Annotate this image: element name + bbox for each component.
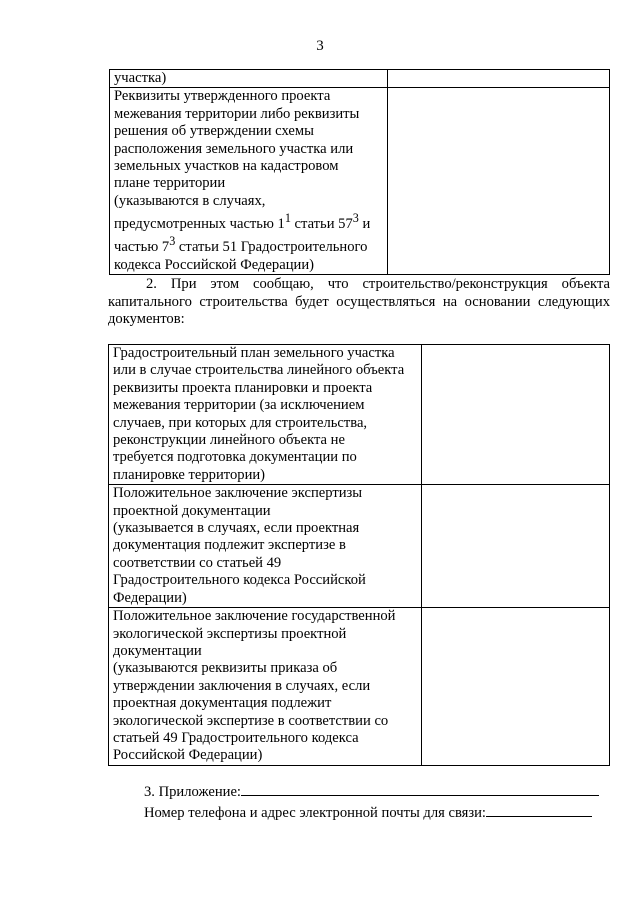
survey-project-label: Реквизиты утвержденного проекта межевания территории либо реквизиты решения об утверждении схемы расположения земельного участка или земельных участков на кадастровом плане территории (указываются в случаях, предусмотренных частью $1^1$ статьи $57^3$ и частью $7^3$ статьи 51 Градостроительного кодекса Российской Федерации) [114,88,371,273]
row-value-field[interactable] [388,70,610,88]
appendix-label: 3. Приложение: [144,784,241,800]
row-label [110,88,388,275]
table-row [109,485,610,608]
paragraph-2: 2. При этом сообщаю, что строительство/реконструкция объекта капитального строительства будет осуществляться на основании следующих документов: [108,276,610,327]
table-row [110,88,610,275]
row-label: Положительное заключение экспертизы проектной документации (указывается в случаях, если проектная документация подлежит экспертизе в соответствии со статьей 49 Градостроительного кодекса Российской Федерации) [109,485,422,608]
row-value-field[interactable] [422,485,610,608]
table-row [109,608,610,766]
row-label: Градостроительный план земельного участка или в случае строительства линейного объекта реквизиты проекта планировки и проекта межевания территории (за исключением случаев, при которых для строительства, реконструкции линейного объекта не требуется подготовка документации по планировке территории) [109,345,422,485]
appendix-fill-line[interactable] [241,780,599,796]
contact-fill-line[interactable] [486,801,592,817]
contact-label: Номер телефона и адрес электронной почты для связи: [144,805,486,822]
row-value-field[interactable] [422,608,610,766]
contact-row [144,801,599,822]
table-row [109,345,610,485]
documents-table-1 [109,69,610,275]
row-value-field[interactable] [422,345,610,485]
appendix-section [144,780,599,823]
row-label: Положительное заключение государственной экологической экспертизы проектной документации (указываются реквизиты приказа об утверждении заключения в случаях, если проектная документация подлежит экологической экспертизе в соответствии со статьей 49 Градостроительного кодекса Российской Федерации) [109,608,422,766]
documents-table-2 [108,344,610,766]
table-row [110,70,610,88]
row-label: участка) [110,70,388,88]
appendix-row [144,780,599,801]
page-number: 3 [316,38,324,54]
row-value-field[interactable] [388,88,610,275]
